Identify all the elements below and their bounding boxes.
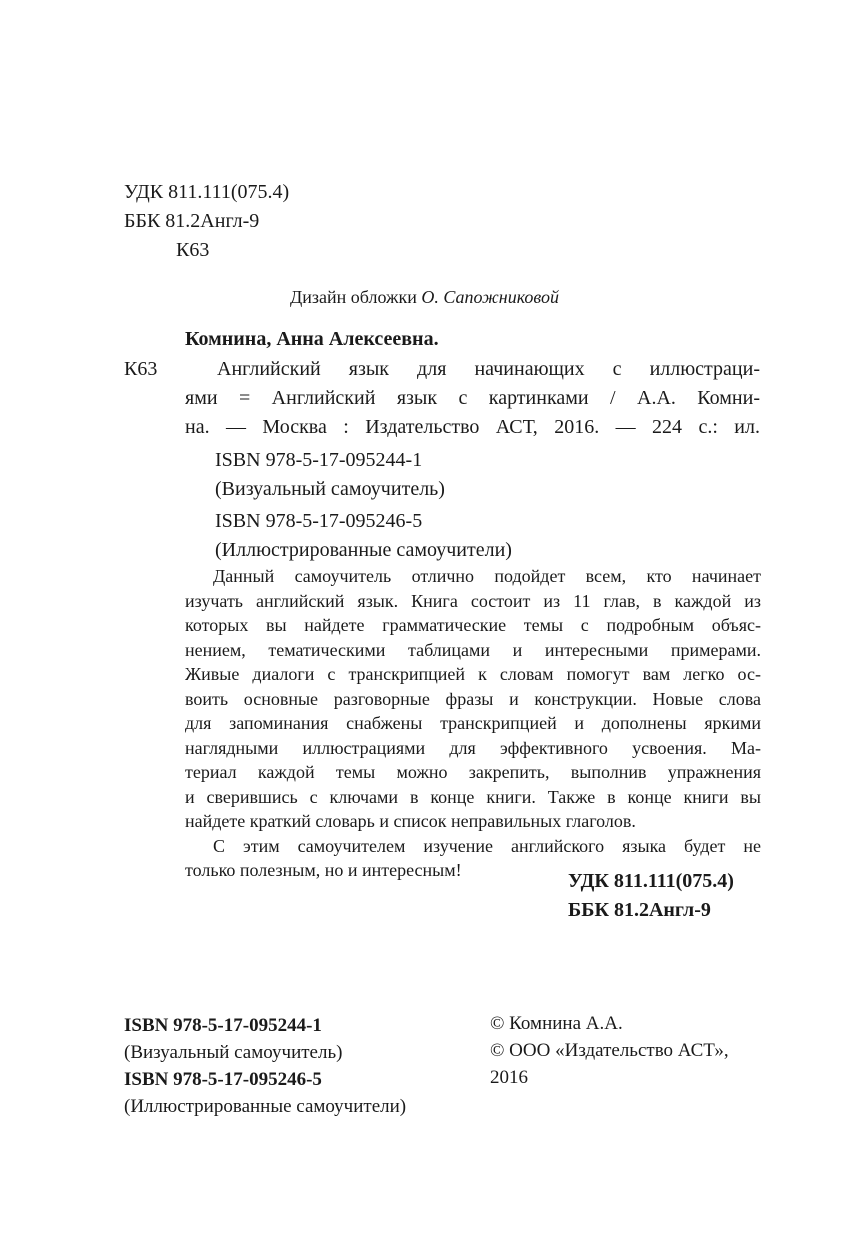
cover-design-credit <box>290 285 559 310</box>
copyright-line: 2016 <box>490 1067 528 1088</box>
copyright-block <box>490 1010 729 1091</box>
bbk-code: ББК 81.2Англ-9 <box>124 210 260 232</box>
cover-design-label: Дизайн обложки <box>290 287 417 307</box>
isbn-series: (Визуальный самоучитель) <box>215 478 445 500</box>
isbn-number: ISBN 978-5-17-095244-1 <box>215 449 423 471</box>
catalog-isbn-list <box>215 446 512 565</box>
footer-isbn-list <box>124 1012 406 1120</box>
annotation-line: воить основные разговорные фразы и конструкции. Новые слова <box>185 688 761 709</box>
annotation <box>185 564 761 883</box>
annotation-line: Живые диалоги с транскрипцией к словам помогут вам легко ос- <box>185 664 761 684</box>
header-classification <box>124 178 289 265</box>
author-mark: К63 <box>176 239 210 261</box>
annotation-line: которых вы найдете грамматические темы с подробным объяс- <box>185 615 761 635</box>
isbn-number: ISBN 978-5-17-095244-1 <box>124 1015 322 1036</box>
cover-designer-name: О. Сапожниковой <box>421 287 560 307</box>
author-heading: Комнина, Анна Алексеевна. <box>185 328 439 350</box>
annotation-line: изучать английский язык. Книга состоит из 11 глав, в каждой из <box>185 590 761 611</box>
description-line: Английский язык для начинающих с иллюстраци- <box>217 358 760 380</box>
description-line: на. — Москва : Издательство АСТ, 2016. — 224 с.: ил. <box>185 416 760 438</box>
catalog-author-mark: К63 <box>124 358 158 380</box>
copyright-line: © ООО «Издательство АСТ», <box>490 1040 729 1061</box>
bbk-code-bold: ББК 81.2Англ-9 <box>568 899 711 921</box>
annotation-line: С этим самоучителем изучение английского языка будет не <box>213 835 761 856</box>
isbn-series: (Визуальный самоучитель) <box>124 1042 343 1063</box>
annotation-line: и сверившись с ключами в конце книги. Также в конце книги вы <box>185 786 761 807</box>
annotation-line: наглядными иллюстрациями для эффективного усвоения. Ма- <box>185 737 761 758</box>
copyright-line: © Комнина А.А. <box>490 1013 623 1034</box>
description-line: ями = Английский язык с картинками / А.А. Комни- <box>185 387 760 409</box>
isbn-number: ISBN 978-5-17-095246-5 <box>124 1069 322 1090</box>
annotation-line: Данный самоучитель отлично подойдет всем, кто начинает <box>213 566 761 586</box>
udk-code-bold: УДК 811.111(075.4) <box>568 870 734 892</box>
udk-code: УДК 811.111(075.4) <box>124 181 290 203</box>
annotation-line: нением, тематическими таблицами и интересными примерами. <box>185 639 761 660</box>
annotation-line: найдете краткий словарь и список неправильных глаголов. <box>185 811 636 831</box>
isbn-number: ISBN 978-5-17-095246-5 <box>215 510 423 532</box>
annotation-line: для запоминания снабжены транскрипцией и дополнены яркими <box>185 713 761 733</box>
isbn-series: (Иллюстрированные самоучители) <box>124 1096 407 1117</box>
annotation-line: только полезным, но и интересным! <box>185 860 462 880</box>
isbn-series: (Иллюстрированные самоучители) <box>215 539 512 561</box>
catalog-description <box>185 355 760 442</box>
classification-bold <box>568 867 734 925</box>
annotation-line: териал каждой темы можно закрепить, выполнив упражнения <box>185 762 761 782</box>
